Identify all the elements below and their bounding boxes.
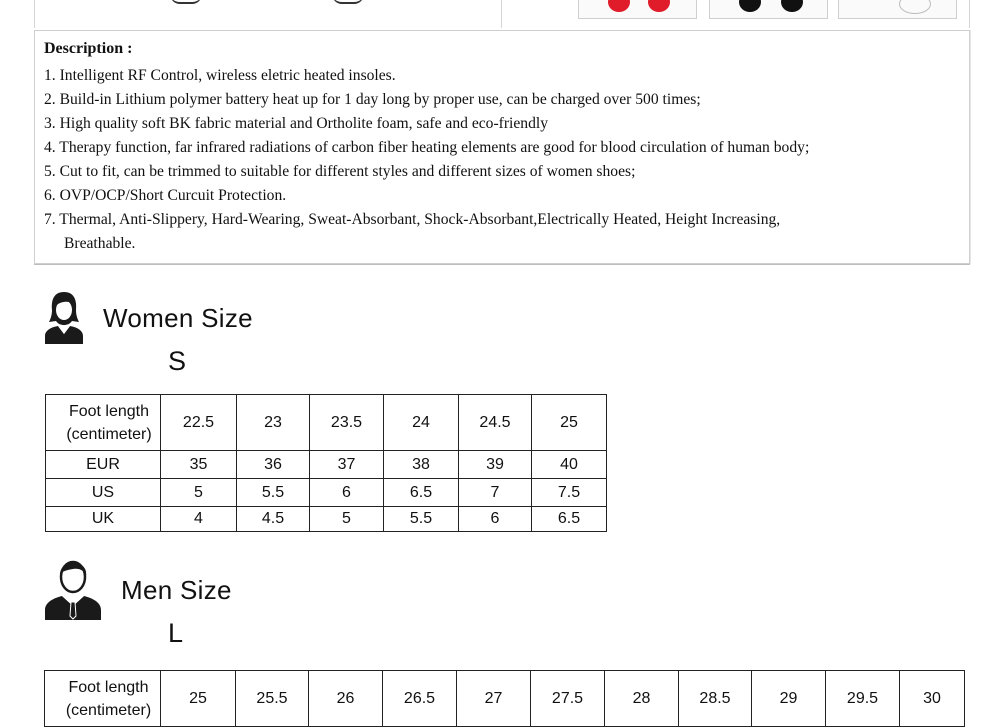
description-item: 3. High quality soft BK fabric material and Ortholite foam, safe and eco-friendly [44, 115, 549, 132]
cable-shape [899, 0, 931, 14]
black-insole-shape [781, 0, 803, 12]
product-main-image [34, 0, 502, 28]
table-cell: 29 [752, 671, 826, 727]
description-item: 2. Build-in Lithium polymer battery heat up for 1 day long by proper use, can be charged over 500 times; [44, 91, 701, 108]
table-cell: 37 [310, 451, 384, 479]
table-cell: 7 [459, 479, 532, 507]
table-cell: 35 [161, 451, 237, 479]
table-cell: 26 [309, 671, 383, 727]
description-item-continuation: Breathable. [64, 235, 136, 252]
table-cell: 24 [384, 395, 459, 451]
table-cell: 25.5 [236, 671, 309, 727]
table-cell: 27.5 [531, 671, 605, 727]
description-item: 4. Therapy function, far infrared radiations of carbon fiber heating elements are good for blood circulation of human body; [44, 139, 810, 156]
table-row [45, 671, 965, 727]
description-item-text: 7. Thermal, Anti-Slippery, Hard-Wearing, Sweat-Absorbant, Shock-Absorbant,Electrically Heated, Height Increasing, [44, 211, 781, 228]
table-cell: 28 [605, 671, 679, 727]
men-size-table [44, 670, 965, 727]
foot-length-header [45, 671, 161, 727]
table-cell: 39 [459, 451, 532, 479]
foot-length-label: Foot length [68, 678, 149, 696]
table-cell: 5.5 [237, 479, 310, 507]
foot-length-header [46, 395, 161, 451]
women-size-table [45, 394, 607, 532]
man-avatar-icon [44, 560, 102, 620]
description-title: Description : [44, 40, 133, 57]
thumbnail-outline[interactable] [838, 0, 957, 19]
row-label: EUR [46, 451, 161, 479]
row-label: US [46, 479, 161, 507]
insole-edge-shape [170, 0, 202, 4]
table-cell: 6 [310, 479, 384, 507]
table-cell: 25 [532, 395, 607, 451]
table-cell: 26.5 [383, 671, 457, 727]
men-size-letter: L [168, 618, 184, 648]
table-row [46, 395, 607, 451]
men-size-title: Men Size [121, 575, 232, 605]
thumbnail-red[interactable] [578, 0, 697, 19]
table-cell: 22.5 [161, 395, 237, 451]
description-list [44, 64, 809, 256]
table-cell: 29.5 [826, 671, 900, 727]
table-cell: 30 [900, 671, 965, 727]
women-size-title: Women Size [103, 303, 253, 333]
table-cell: 23 [237, 395, 310, 451]
table-cell: 23.5 [310, 395, 384, 451]
table-cell: 5 [161, 479, 237, 507]
red-insole-shape [608, 0, 630, 12]
table-cell: 4.5 [237, 507, 310, 532]
table-cell: 4 [161, 507, 237, 532]
description-box [34, 30, 970, 264]
table-row [46, 451, 607, 479]
black-insole-shape [739, 0, 761, 12]
table-cell: 6.5 [532, 507, 607, 532]
row-label: UK [46, 507, 161, 532]
foot-length-label: Foot length [68, 402, 150, 420]
table-cell: 40 [532, 451, 607, 479]
description-item: 5. Cut to fit, can be trimmed to suitable for different styles and different sizes of women shoes; [44, 163, 636, 180]
description-item: 1. Intelligent RF Control, wireless eletric heated insoles. [44, 67, 396, 84]
women-size-letter: S [168, 346, 187, 376]
product-image-strip [34, 0, 970, 29]
thumbnail-black[interactable] [709, 0, 828, 19]
table-row [46, 507, 607, 532]
table-cell: 5.5 [384, 507, 459, 532]
product-thumbnails [503, 0, 970, 28]
table-cell: 24.5 [459, 395, 532, 451]
foot-length-unit: (centimeter) [65, 701, 152, 719]
table-cell: 6 [459, 507, 532, 532]
table-cell: 28.5 [679, 671, 752, 727]
description-item [44, 208, 809, 256]
table-cell: 25 [161, 671, 236, 727]
description-item: 6. OVP/OCP/Short Curcuit Protection. [44, 187, 287, 204]
woman-avatar-icon [44, 290, 84, 344]
red-insole-shape [648, 0, 670, 12]
insole-edge-shape [332, 0, 364, 4]
table-cell: 7.5 [532, 479, 607, 507]
foot-length-unit: (centimeter) [66, 425, 152, 443]
table-cell: 6.5 [384, 479, 459, 507]
table-cell: 36 [237, 451, 310, 479]
table-cell: 38 [384, 451, 459, 479]
table-cell: 27 [457, 671, 531, 727]
table-cell: 5 [310, 507, 384, 532]
table-row [46, 479, 607, 507]
